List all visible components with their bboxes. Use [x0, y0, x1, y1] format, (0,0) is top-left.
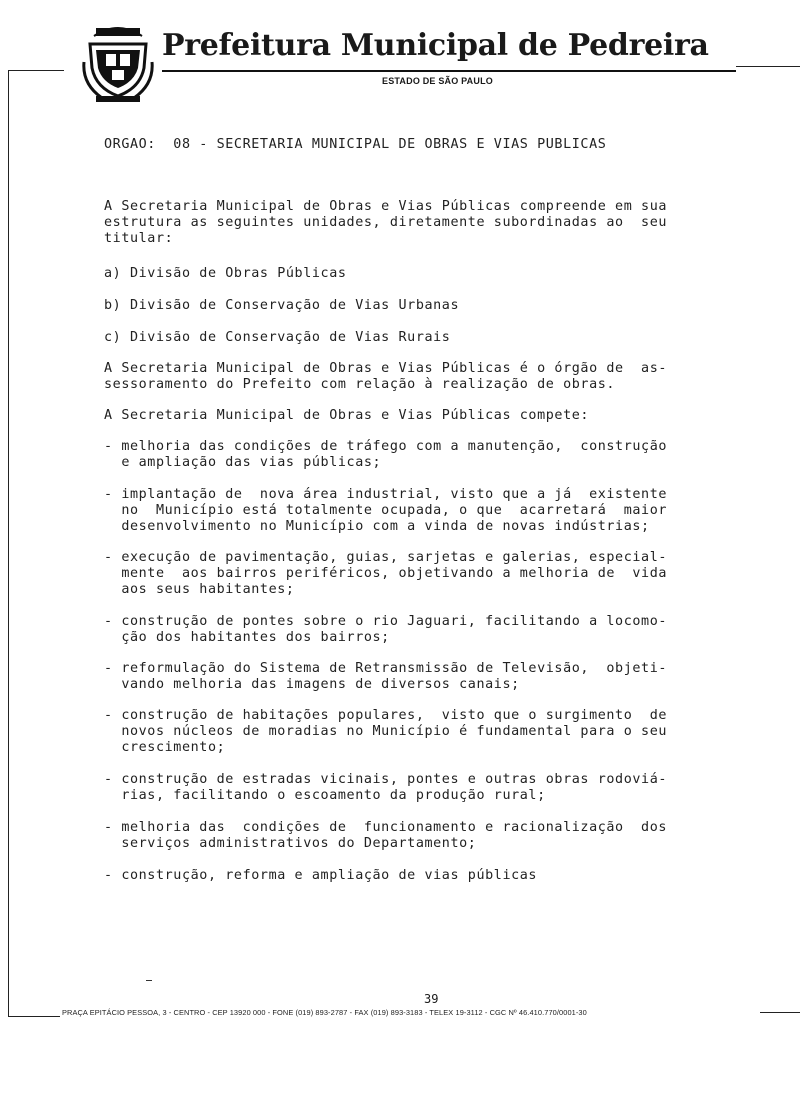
- state-subtitle: ESTADO DE SÃO PAULO: [382, 76, 493, 86]
- competencies-heading: A Secretaria Municipal de Obras e Vias Públicas compete:: [104, 408, 590, 423]
- page-number: 39: [424, 992, 439, 1006]
- frame-top-line: [8, 70, 64, 71]
- role-paragraph: A Secretaria Municipal de Obras e Vias Públicas é o órgão de as- sessoramento do Prefeito com relação à realização de obras.: [104, 361, 668, 392]
- bullet-item: - construção de estradas vicinais, pontes e outras obras rodoviá- rias, facilitando o escoamento da produção rural;: [104, 772, 668, 803]
- bullet-item: - construção de habitações populares, visto que o surgimento de novos núcleos de moradias no Município é fundamental para o seu crescimento;: [104, 708, 668, 755]
- footer-address: PRAÇA EPITÁCIO PESSOA, 3 - CENTRO - CEP 13920 000 - FONE (019) 893-2787 - FAX (019) 893-3183 - TELEX 19-3112 - CGC Nº 46.410.770/0001-30: [62, 1008, 587, 1017]
- frame-bottom-right-line: [760, 1012, 800, 1013]
- bullet-item: - reformulação do Sistema de Retransmissão de Televisão, objeti- vando melhoria das imagens de diversos canais;: [104, 661, 668, 692]
- bullet-item: - implantação de nova área industrial, visto que a já existente no Município está totalmente ocupada, o que acarretará maior desenvolvimento no Município com a vinda de novas indústrias;: [104, 487, 668, 534]
- stray-mark: [146, 980, 152, 981]
- bullet-item: - construção de pontes sobre o rio Jaguari, facilitando a locomo- ção dos habitantes dos bairros;: [104, 614, 668, 645]
- frame-bottom-left-line: [8, 1016, 60, 1017]
- frame-left-line: [8, 70, 9, 1016]
- list-item-c: c) Divisão de Conservação de Vias Rurais: [104, 330, 451, 345]
- bullet-item: - melhoria das condições de funcionamento e racionalização dos serviços administrativos do Departamento;: [104, 820, 668, 851]
- page-title: Prefeitura Municipal de Pedreira: [162, 28, 709, 63]
- bullet-item: - execução de pavimentação, guias, sarjetas e galerias, especial- mente aos bairros periféricos, objetivando a melhoria de vida aos seus habitantes;: [104, 550, 668, 597]
- municipal-crest-icon: [82, 22, 154, 106]
- list-item-a: a) Divisão de Obras Públicas: [104, 266, 347, 281]
- bullet-item: - melhoria das condições de tráfego com a manutenção, construção e ampliação das vias públicas;: [104, 439, 668, 470]
- bullet-item: - construção, reforma e ampliação de vias públicas: [104, 868, 538, 883]
- list-item-b: b) Divisão de Conservação de Vias Urbanas: [104, 298, 460, 313]
- title-underline: [162, 70, 736, 72]
- intro-paragraph: A Secretaria Municipal de Obras e Vias Públicas compreende em sua estrutura as seguintes unidades, diretamente subordinadas ao seu titular:: [104, 199, 668, 246]
- orgao-heading: ORGAO: 08 - SECRETARIA MUNICIPAL DE OBRAS E VIAS PUBLICAS: [104, 137, 607, 152]
- frame-top-right-line: [736, 66, 800, 67]
